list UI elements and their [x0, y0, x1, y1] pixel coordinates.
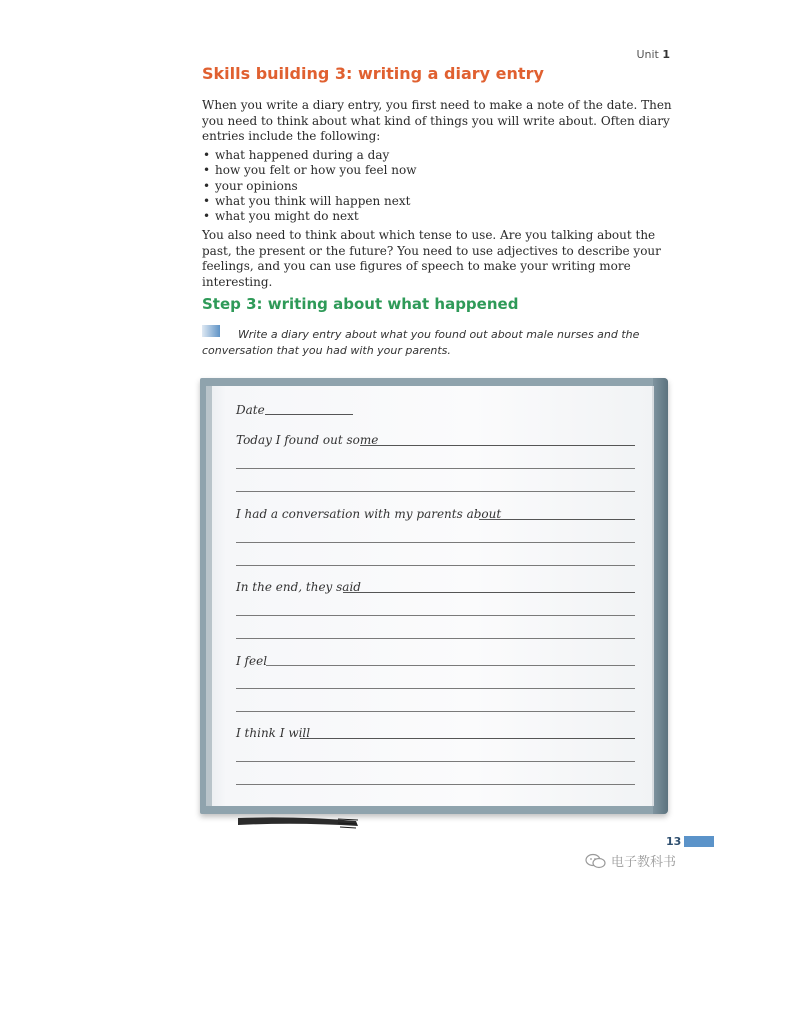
- skills-heading: Skills building 3: writing a diary entry: [202, 64, 544, 83]
- list-item: • what you might do next: [202, 209, 672, 224]
- step-heading: Step 3: writing about what happened: [202, 295, 519, 313]
- writing-line[interactable]: [236, 468, 635, 469]
- writing-line[interactable]: [236, 565, 635, 566]
- think-label: I think I will: [236, 726, 311, 740]
- watermark: [585, 851, 676, 870]
- writing-line[interactable]: [236, 491, 635, 492]
- diary-cover-edge: [653, 378, 668, 814]
- page-number-bar: [684, 836, 714, 847]
- feel-label: I feel: [236, 654, 268, 668]
- unit-word: Unit: [636, 48, 659, 61]
- writing-line[interactable]: [266, 665, 635, 666]
- writing-line[interactable]: [236, 711, 635, 712]
- writing-line[interactable]: [360, 445, 635, 446]
- intro-paragraph: When you write a diary entry, you first need to make a note of the date. Then you need to think about what kind of things you will write about. Often diary entries include the following:: [202, 98, 672, 143]
- unit-label: [636, 48, 670, 61]
- writing-line[interactable]: [236, 615, 635, 616]
- writing-line[interactable]: [236, 688, 635, 689]
- found-out-label: Today I found out some: [236, 433, 379, 447]
- page-number: 13: [666, 835, 682, 848]
- writing-line[interactable]: [236, 638, 635, 639]
- diary-page: [206, 386, 654, 806]
- tense-paragraph: You also need to think about which tense to use. Are you talking about the past, the present or the future? You need to use adjectives to describe your feelings, and you can use figures of speech to make your writing more interesting.: [202, 228, 661, 289]
- bookmark-ribbon-icon: [238, 816, 358, 830]
- list-item: • how you felt or how you feel now: [202, 163, 672, 178]
- writing-line[interactable]: [479, 519, 635, 520]
- wechat-icon: [585, 853, 607, 869]
- conversation-label: I had a conversation with my parents about: [236, 507, 502, 521]
- list-item: • what you think will happen next: [202, 194, 672, 209]
- date-label: Date: [236, 403, 265, 417]
- list-item: • your opinions: [202, 179, 672, 194]
- writing-line[interactable]: [343, 592, 635, 593]
- diary-binding: [206, 386, 212, 806]
- diary-topics-list: [202, 148, 672, 224]
- writing-line[interactable]: [236, 542, 635, 543]
- writing-line[interactable]: [300, 738, 635, 739]
- task-instruction: Write a diary entry about what you found out about male nurses and the conversation that you had with your parents.: [202, 328, 640, 357]
- unit-number: 1: [662, 48, 670, 61]
- watermark-text: 电子教科书: [611, 855, 677, 870]
- date-input-line[interactable]: [265, 414, 353, 415]
- writing-line[interactable]: [236, 761, 635, 762]
- list-item: • what happened during a day: [202, 148, 672, 163]
- writing-line[interactable]: [236, 784, 635, 785]
- in-the-end-label: In the end, they said: [236, 580, 361, 594]
